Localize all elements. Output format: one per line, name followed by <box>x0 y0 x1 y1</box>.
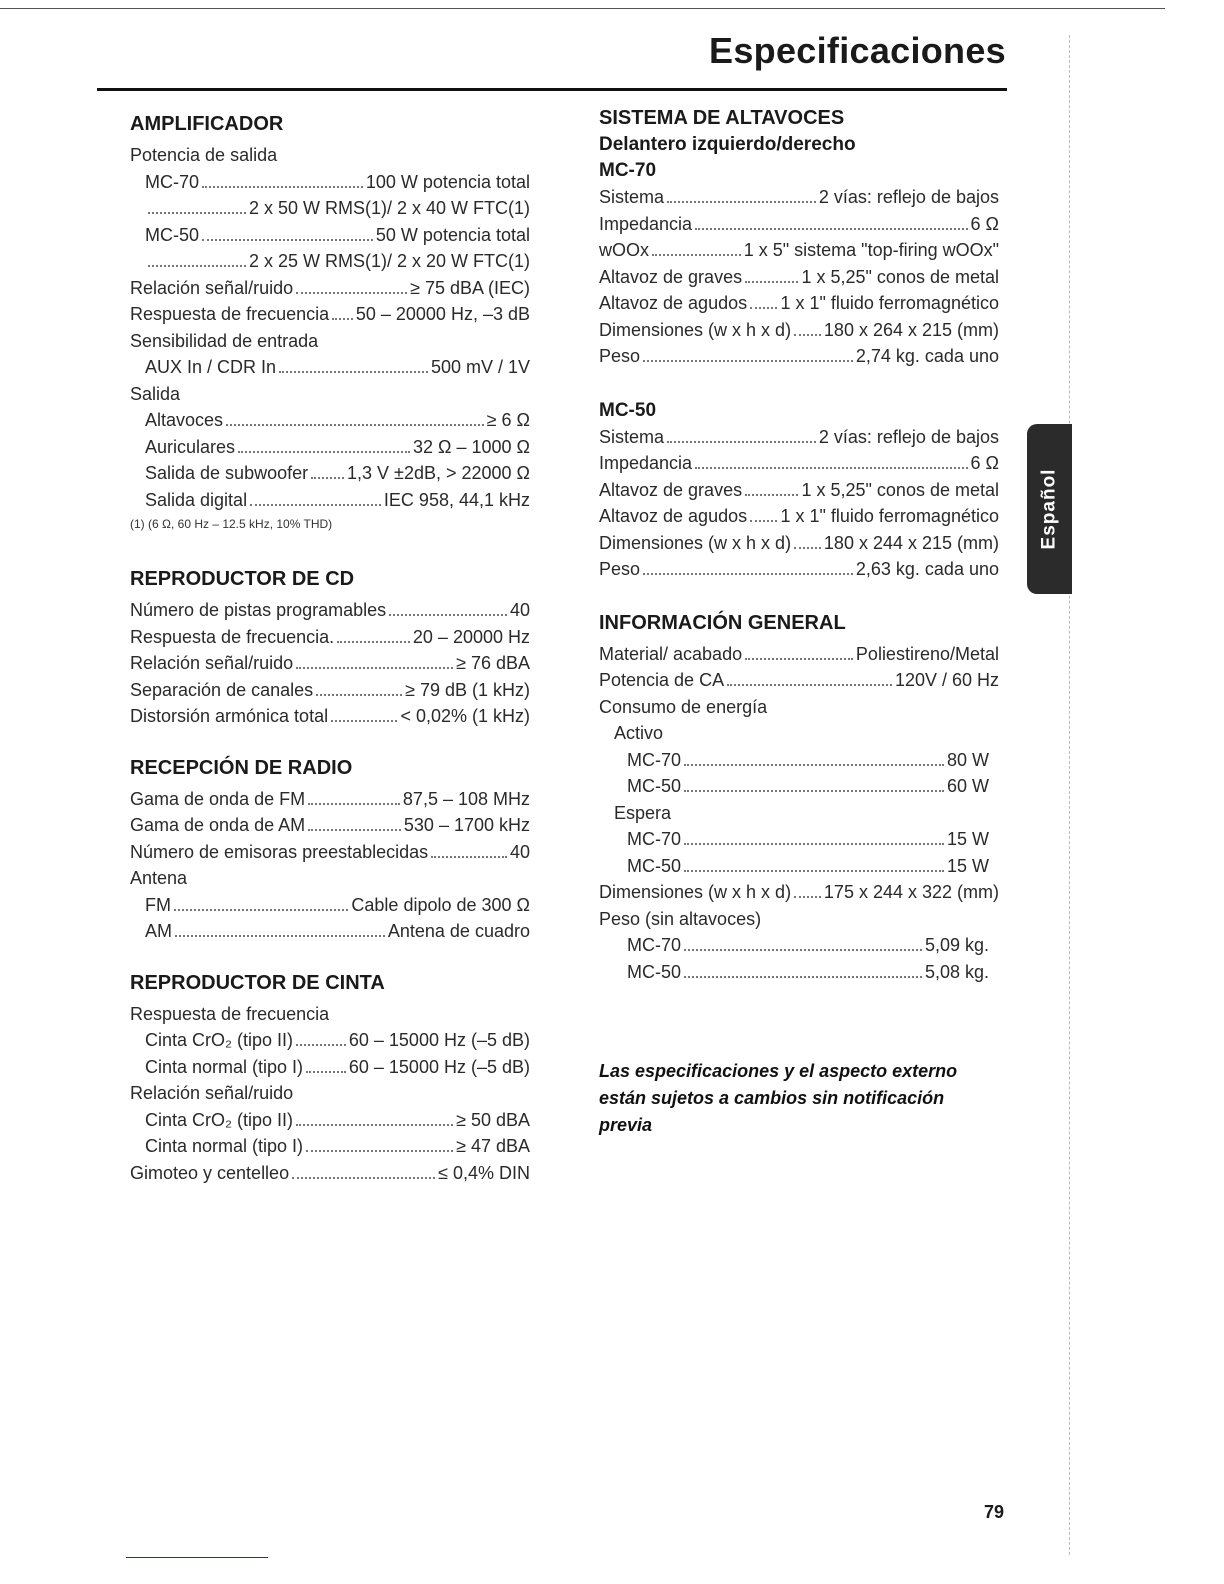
spec-label: Auriculares <box>145 436 236 457</box>
spec-label: MC-70 <box>627 829 682 849</box>
spec-row <box>130 434 530 461</box>
top-rule <box>0 8 1165 9</box>
leader-dots <box>306 1070 346 1073</box>
spec-value: ≥ 6 Ω <box>486 410 530 430</box>
spec-value: 530 – 1700 kHz <box>403 815 530 835</box>
spec-row <box>130 301 530 328</box>
spec-label: Número de emisoras preestablecidas <box>130 841 429 862</box>
spec-row <box>599 826 999 853</box>
spec-label: Gimoteo y centelleo <box>130 1162 290 1183</box>
spec-row <box>130 597 530 624</box>
spec-row <box>130 624 530 651</box>
leader-dots <box>684 763 944 766</box>
leader-dots <box>148 211 246 214</box>
spec-label: Espera <box>614 802 672 823</box>
spec-value: 175 x 244 x 322 (mm) <box>823 882 999 902</box>
leader-dots <box>316 693 402 696</box>
notice-text: Las especificaciones y el aspecto externo están sujetos a cambios sin notificación previa <box>599 1061 958 1135</box>
spec-row <box>130 460 530 487</box>
leader-dots <box>745 280 798 283</box>
spec-value: 50 – 20000 Hz, –3 dB <box>355 304 530 324</box>
spec-value: 1 x 1" fluido ferromagnético <box>780 293 999 313</box>
spec-label: FM <box>145 894 171 915</box>
leader-dots <box>750 306 777 309</box>
spec-value: IEC 958, 44,1 kHz <box>383 489 530 510</box>
spec-row <box>130 1054 530 1081</box>
spec-label: Sistema <box>599 187 665 207</box>
leader-dots <box>226 423 484 426</box>
spec-label: MC-50 <box>627 961 682 982</box>
spec-label: MC-70 <box>145 171 200 192</box>
leader-dots <box>643 359 853 362</box>
spec-value: 60 – 15000 Hz (–5 dB) <box>348 1030 530 1050</box>
spec-label: Salida <box>130 383 181 404</box>
footnote: (1) (6 Ω, 60 Hz – 12.5 kHz, 10% THD) <box>130 517 333 531</box>
section-altavoces <box>599 104 999 583</box>
leader-dots <box>684 948 922 951</box>
spec-value: 180 x 264 x 215 (mm) <box>823 319 999 340</box>
spec-label: Altavoz de agudos <box>599 506 748 526</box>
page-edge-rule <box>1069 35 1070 1555</box>
spec-label: Respuesta de frecuencia <box>130 1003 330 1024</box>
spec-label: Cinta normal (tipo I) <box>145 1136 304 1156</box>
spec-value: 32 Ω – 1000 Ω <box>413 436 530 457</box>
spec-value: < 0,02% (1 kHz) <box>400 706 530 726</box>
spec-label: Gama de onda de FM <box>130 788 306 809</box>
spec-label: MC-50 <box>627 855 682 876</box>
leader-dots <box>238 450 410 453</box>
spec-row <box>599 290 999 317</box>
spec-row <box>130 487 530 514</box>
spec-label: Consumo de energía <box>599 696 768 717</box>
spec-row <box>599 932 999 959</box>
section-title: AMPLIFICADOR <box>130 113 284 135</box>
spec-value: 2,74 kg. cada uno <box>855 346 999 366</box>
spec-value: ≥ 47 dBA <box>456 1136 530 1156</box>
section-title: RECEPCIÓN DE RADIO <box>130 756 353 779</box>
model-title: MC-70 <box>599 160 657 181</box>
leader-dots <box>296 1123 453 1126</box>
spec-label: Cinta CrO₂ (tipo II) <box>145 1109 294 1130</box>
leader-dots <box>667 200 816 203</box>
spec-label: Distorsión armónica total <box>130 706 329 726</box>
spec-label: Altavoz de graves <box>599 479 743 500</box>
spec-row <box>599 264 999 291</box>
spec-label: Salida de subwoofer <box>145 463 309 483</box>
spec-value: ≥ 76 dBA <box>456 653 530 673</box>
spec-label: Relación señal/ruido <box>130 1083 294 1103</box>
spec-value: 2 x 25 W RMS(1)/ 2 x 20 W FTC(1) <box>248 251 530 271</box>
spec-value: 5,09 kg. <box>924 935 989 955</box>
spec-label: Gama de onda de AM <box>130 815 306 835</box>
spec-label: Dimensiones (w x h x d) <box>599 882 792 902</box>
spec-row <box>599 879 999 906</box>
leader-dots <box>431 855 507 858</box>
leader-dots <box>684 869 944 872</box>
section-radio <box>130 754 530 945</box>
spec-label: AUX In / CDR In <box>145 357 277 377</box>
spec-row <box>130 1107 530 1134</box>
language-side-tab <box>1027 424 1072 594</box>
spec-row <box>130 650 530 677</box>
spec-row <box>130 892 530 919</box>
section-cd <box>130 565 530 730</box>
spec-row <box>599 450 999 477</box>
spec-label: Antena <box>130 868 188 888</box>
spec-row <box>130 1160 530 1187</box>
leader-dots <box>308 828 401 831</box>
leader-dots <box>794 546 821 549</box>
spec-value: 80 W <box>946 749 989 770</box>
spec-label: Respuesta de frecuencia <box>130 304 330 324</box>
spec-label: Peso <box>599 559 641 579</box>
spec-label: Impedancia <box>599 213 693 234</box>
leader-dots <box>306 1149 453 1152</box>
leader-dots <box>175 934 385 937</box>
leader-dots <box>389 613 507 616</box>
spec-value: Antena de cuadro <box>387 921 530 941</box>
section-title: INFORMACIÓN GENERAL <box>599 611 846 634</box>
spec-value: 1 x 5,25" conos de metal <box>801 266 999 287</box>
leader-dots <box>308 802 400 805</box>
spec-value: 60 – 15000 Hz (–5 dB) <box>348 1056 530 1077</box>
page-number: 79 <box>984 1502 1005 1522</box>
spec-row <box>599 641 999 668</box>
spec-row <box>599 237 999 264</box>
leader-dots <box>695 466 967 469</box>
spec-row <box>599 424 999 451</box>
section-title: REPRODUCTOR DE CD <box>130 568 355 590</box>
spec-label: wOOx <box>599 240 650 260</box>
spec-label: Potencia de salida <box>130 145 278 165</box>
leader-dots <box>745 493 798 496</box>
spec-label: Cinta CrO₂ (tipo II) <box>145 1030 294 1050</box>
header-rule <box>97 88 1007 91</box>
spec-row <box>599 667 999 694</box>
spec-row <box>599 503 999 530</box>
spec-value: 40 <box>509 600 530 620</box>
spec-value: 6 Ω <box>970 453 999 473</box>
spec-label: Salida digital <box>145 489 248 510</box>
spec-row <box>130 677 530 704</box>
spec-value: 2 vías: reflejo de bajos <box>818 187 999 207</box>
leader-dots <box>202 238 373 241</box>
spec-value: ≤ 0,4% DIN <box>438 1162 530 1183</box>
section-subtitle: Delantero izquierdo/derecho <box>599 134 856 155</box>
spec-row <box>599 211 999 238</box>
leader-dots <box>337 640 410 643</box>
spec-value: 15 W <box>946 829 989 849</box>
spec-label: Respuesta de frecuencia. <box>130 626 335 647</box>
section-general <box>599 609 999 986</box>
leader-dots <box>667 440 816 443</box>
spec-value: 6 Ω <box>970 213 999 234</box>
spec-label: MC-50 <box>145 224 200 245</box>
spec-value: 1 x 1" fluido ferromagnético <box>780 506 999 526</box>
spec-label: Sensibilidad de entrada <box>130 330 319 351</box>
spec-row <box>130 354 530 381</box>
leader-dots <box>750 519 777 522</box>
leader-dots <box>684 842 944 845</box>
spec-row <box>130 786 530 813</box>
spec-label: MC-70 <box>627 749 682 770</box>
bottom-rule <box>126 1557 268 1558</box>
spec-row <box>599 959 999 986</box>
spec-value: 180 x 244 x 215 (mm) <box>823 532 999 553</box>
spec-label: Cinta normal (tipo I) <box>145 1056 304 1077</box>
spec-value: 2,63 kg. cada uno <box>855 559 999 579</box>
leader-dots <box>296 1043 346 1046</box>
leader-dots <box>684 789 944 792</box>
spec-value: 500 mV / 1V <box>430 357 530 377</box>
spec-value: 1,3 V ±2dB, > 22000 Ω <box>347 463 530 483</box>
leader-dots <box>296 291 407 294</box>
spec-label: Separación de canales <box>130 679 314 700</box>
leader-dots <box>652 253 741 256</box>
spec-row <box>130 703 530 730</box>
spec-row <box>130 169 530 196</box>
spec-value: Poliestireno/Metal <box>855 643 999 664</box>
spec-label: Relación señal/ruido <box>130 277 294 298</box>
section-amplificador <box>130 110 530 533</box>
leader-dots <box>643 572 853 575</box>
leader-dots <box>745 657 853 660</box>
model-title: MC-50 <box>599 399 657 421</box>
spec-label: MC-50 <box>627 776 682 796</box>
spec-row <box>599 747 999 774</box>
spec-value: Cable dipolo de 300 Ω <box>351 894 530 915</box>
page-title: Especificaciones <box>709 30 1006 71</box>
spec-row <box>130 248 530 275</box>
spec-row <box>130 918 530 945</box>
spec-row <box>599 556 999 583</box>
spec-row <box>130 1027 530 1054</box>
spec-value: 5,08 kg. <box>924 961 989 982</box>
leader-dots <box>684 975 922 978</box>
spec-label: Altavoz de agudos <box>599 293 748 313</box>
leader-dots <box>292 1176 435 1179</box>
spec-value: 15 W <box>946 855 989 876</box>
language-tab-label: Español <box>1038 468 1060 550</box>
spec-row <box>130 812 530 839</box>
leader-dots <box>727 683 892 686</box>
spec-value: ≥ 79 dB (1 kHz) <box>405 679 530 700</box>
spec-row <box>130 275 530 302</box>
spec-label: Material/ acabado <box>599 643 743 664</box>
spec-row <box>599 773 999 800</box>
leader-dots <box>311 476 344 479</box>
section-cinta <box>130 969 530 1187</box>
spec-label: Peso <box>599 346 641 366</box>
spec-row <box>130 222 530 249</box>
spec-row <box>130 839 530 866</box>
spec-value: 60 W <box>946 776 989 796</box>
section-title: SISTEMA DE ALTAVOCES <box>599 107 845 129</box>
spec-row <box>599 477 999 504</box>
leader-dots <box>148 264 246 267</box>
spec-row <box>130 407 530 434</box>
leader-dots <box>202 185 363 188</box>
spec-label: Sistema <box>599 426 665 447</box>
spec-value: ≥ 50 dBA <box>456 1109 530 1130</box>
section-title: REPRODUCTOR DE CINTA <box>130 971 385 994</box>
spec-label: Dimensiones (w x h x d) <box>599 319 792 340</box>
spec-label: Relación señal/ruido <box>130 653 294 673</box>
leader-dots <box>794 895 821 898</box>
spec-label: MC-70 <box>627 935 682 955</box>
spec-label: Activo <box>614 723 664 743</box>
spec-value: 40 <box>509 841 530 862</box>
spec-row <box>599 184 999 211</box>
spec-value: 2 x 50 W RMS(1)/ 2 x 40 W FTC(1) <box>248 198 530 218</box>
spec-label: Impedancia <box>599 453 693 473</box>
spec-row <box>130 1133 530 1160</box>
spec-value: 87,5 – 108 MHz <box>402 788 530 809</box>
leader-dots <box>695 227 967 230</box>
spec-label: AM <box>145 921 172 941</box>
spec-label: Peso (sin altavoces) <box>599 908 762 929</box>
spec-value: 1 x 5" sistema "top-firing wOOx" <box>743 240 999 260</box>
spec-row <box>599 317 999 344</box>
spec-value: 1 x 5,25" conos de metal <box>801 479 999 500</box>
spec-label: Dimensiones (w x h x d) <box>599 532 792 553</box>
leader-dots <box>332 317 353 320</box>
leader-dots <box>794 333 821 336</box>
spec-value: 120V / 60 Hz <box>894 670 999 690</box>
spec-row <box>599 530 999 557</box>
spec-label: Número de pistas programables <box>130 600 387 620</box>
spec-row <box>599 853 999 880</box>
spec-value: ≥ 75 dBA (IEC) <box>410 277 530 298</box>
spec-row <box>599 343 999 370</box>
left-column <box>130 110 530 1206</box>
right-column <box>599 104 999 1005</box>
spec-label: Altavoz de graves <box>599 266 743 287</box>
spec-label: Potencia de CA <box>599 670 725 690</box>
leader-dots <box>174 908 348 911</box>
spec-label: Altavoces <box>145 410 224 430</box>
leader-dots <box>279 370 428 373</box>
spec-value: 20 – 20000 Hz <box>412 626 530 647</box>
leader-dots <box>296 666 453 669</box>
spec-value: 50 W potencia total <box>375 224 530 245</box>
spec-value: 2 vías: reflejo de bajos <box>818 426 999 447</box>
spec-row <box>130 195 530 222</box>
leader-dots <box>250 503 381 506</box>
spec-value: 100 W potencia total <box>365 171 530 192</box>
leader-dots <box>331 719 397 722</box>
